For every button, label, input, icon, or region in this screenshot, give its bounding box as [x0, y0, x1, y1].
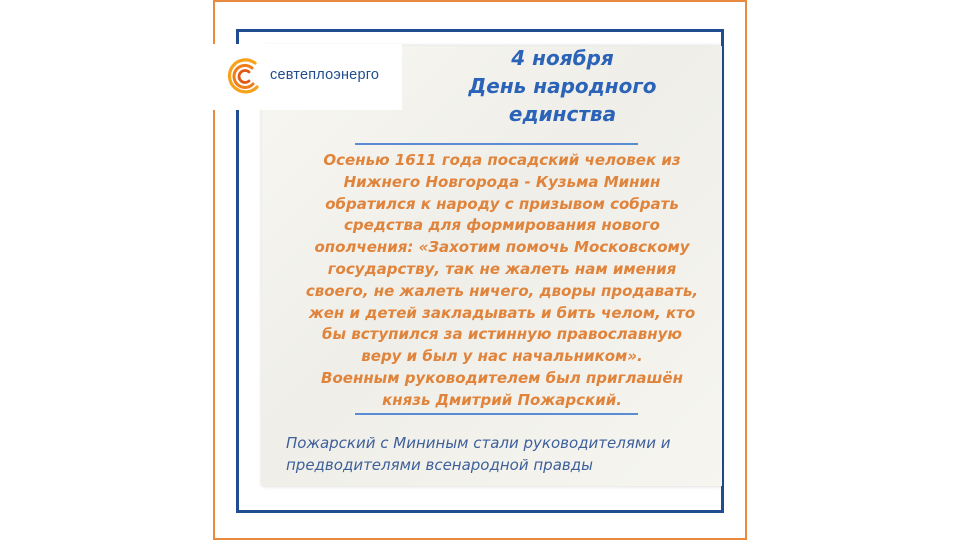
- logo-text: севтеплоэнерго: [270, 67, 380, 83]
- paragraph-line: государству, так не жалеть нам имения: [327, 259, 677, 278]
- paragraph-line: обратился к народу с призывом собрать: [325, 194, 679, 213]
- paragraph-line: князь Дмитрий Пожарский.: [382, 390, 622, 409]
- paragraph-line: бы вступился за истинную православную: [322, 325, 682, 344]
- title-line: единства: [508, 102, 617, 126]
- paragraph-line: жен и детей закладывать и бить челом, кто: [308, 303, 696, 322]
- logo-swirl-icon: [222, 54, 266, 98]
- footer-caption: [286, 432, 726, 476]
- title-line: День народного: [468, 74, 657, 98]
- top-divider: [355, 143, 638, 145]
- caption-line: предводителями всенародной правды: [286, 456, 593, 474]
- holiday-title: [430, 44, 695, 128]
- caption-line: Пожарский с Мининым стали руководителями и: [286, 434, 671, 452]
- paragraph-line: Осенью 1611 года посадский человек из: [323, 151, 681, 169]
- paragraph-line: веру и был у нас начальником».: [361, 347, 643, 366]
- company-logo: [212, 44, 402, 110]
- paragraph-line: средства для формирования нового: [344, 216, 660, 235]
- bottom-divider: [355, 413, 638, 415]
- paragraph-line: ополчения: «Захотим помочь Московскому: [314, 238, 690, 257]
- paragraph-line: своего, не жалеть ничего, дворы продавать,: [305, 281, 699, 300]
- paragraph-line: Военным руководителем был приглашён: [321, 368, 683, 387]
- title-line: 4 ноября: [511, 46, 614, 70]
- paragraph-line: Нижнего Новгорода - Кузьма Минин: [343, 172, 661, 191]
- history-paragraph: [286, 150, 718, 412]
